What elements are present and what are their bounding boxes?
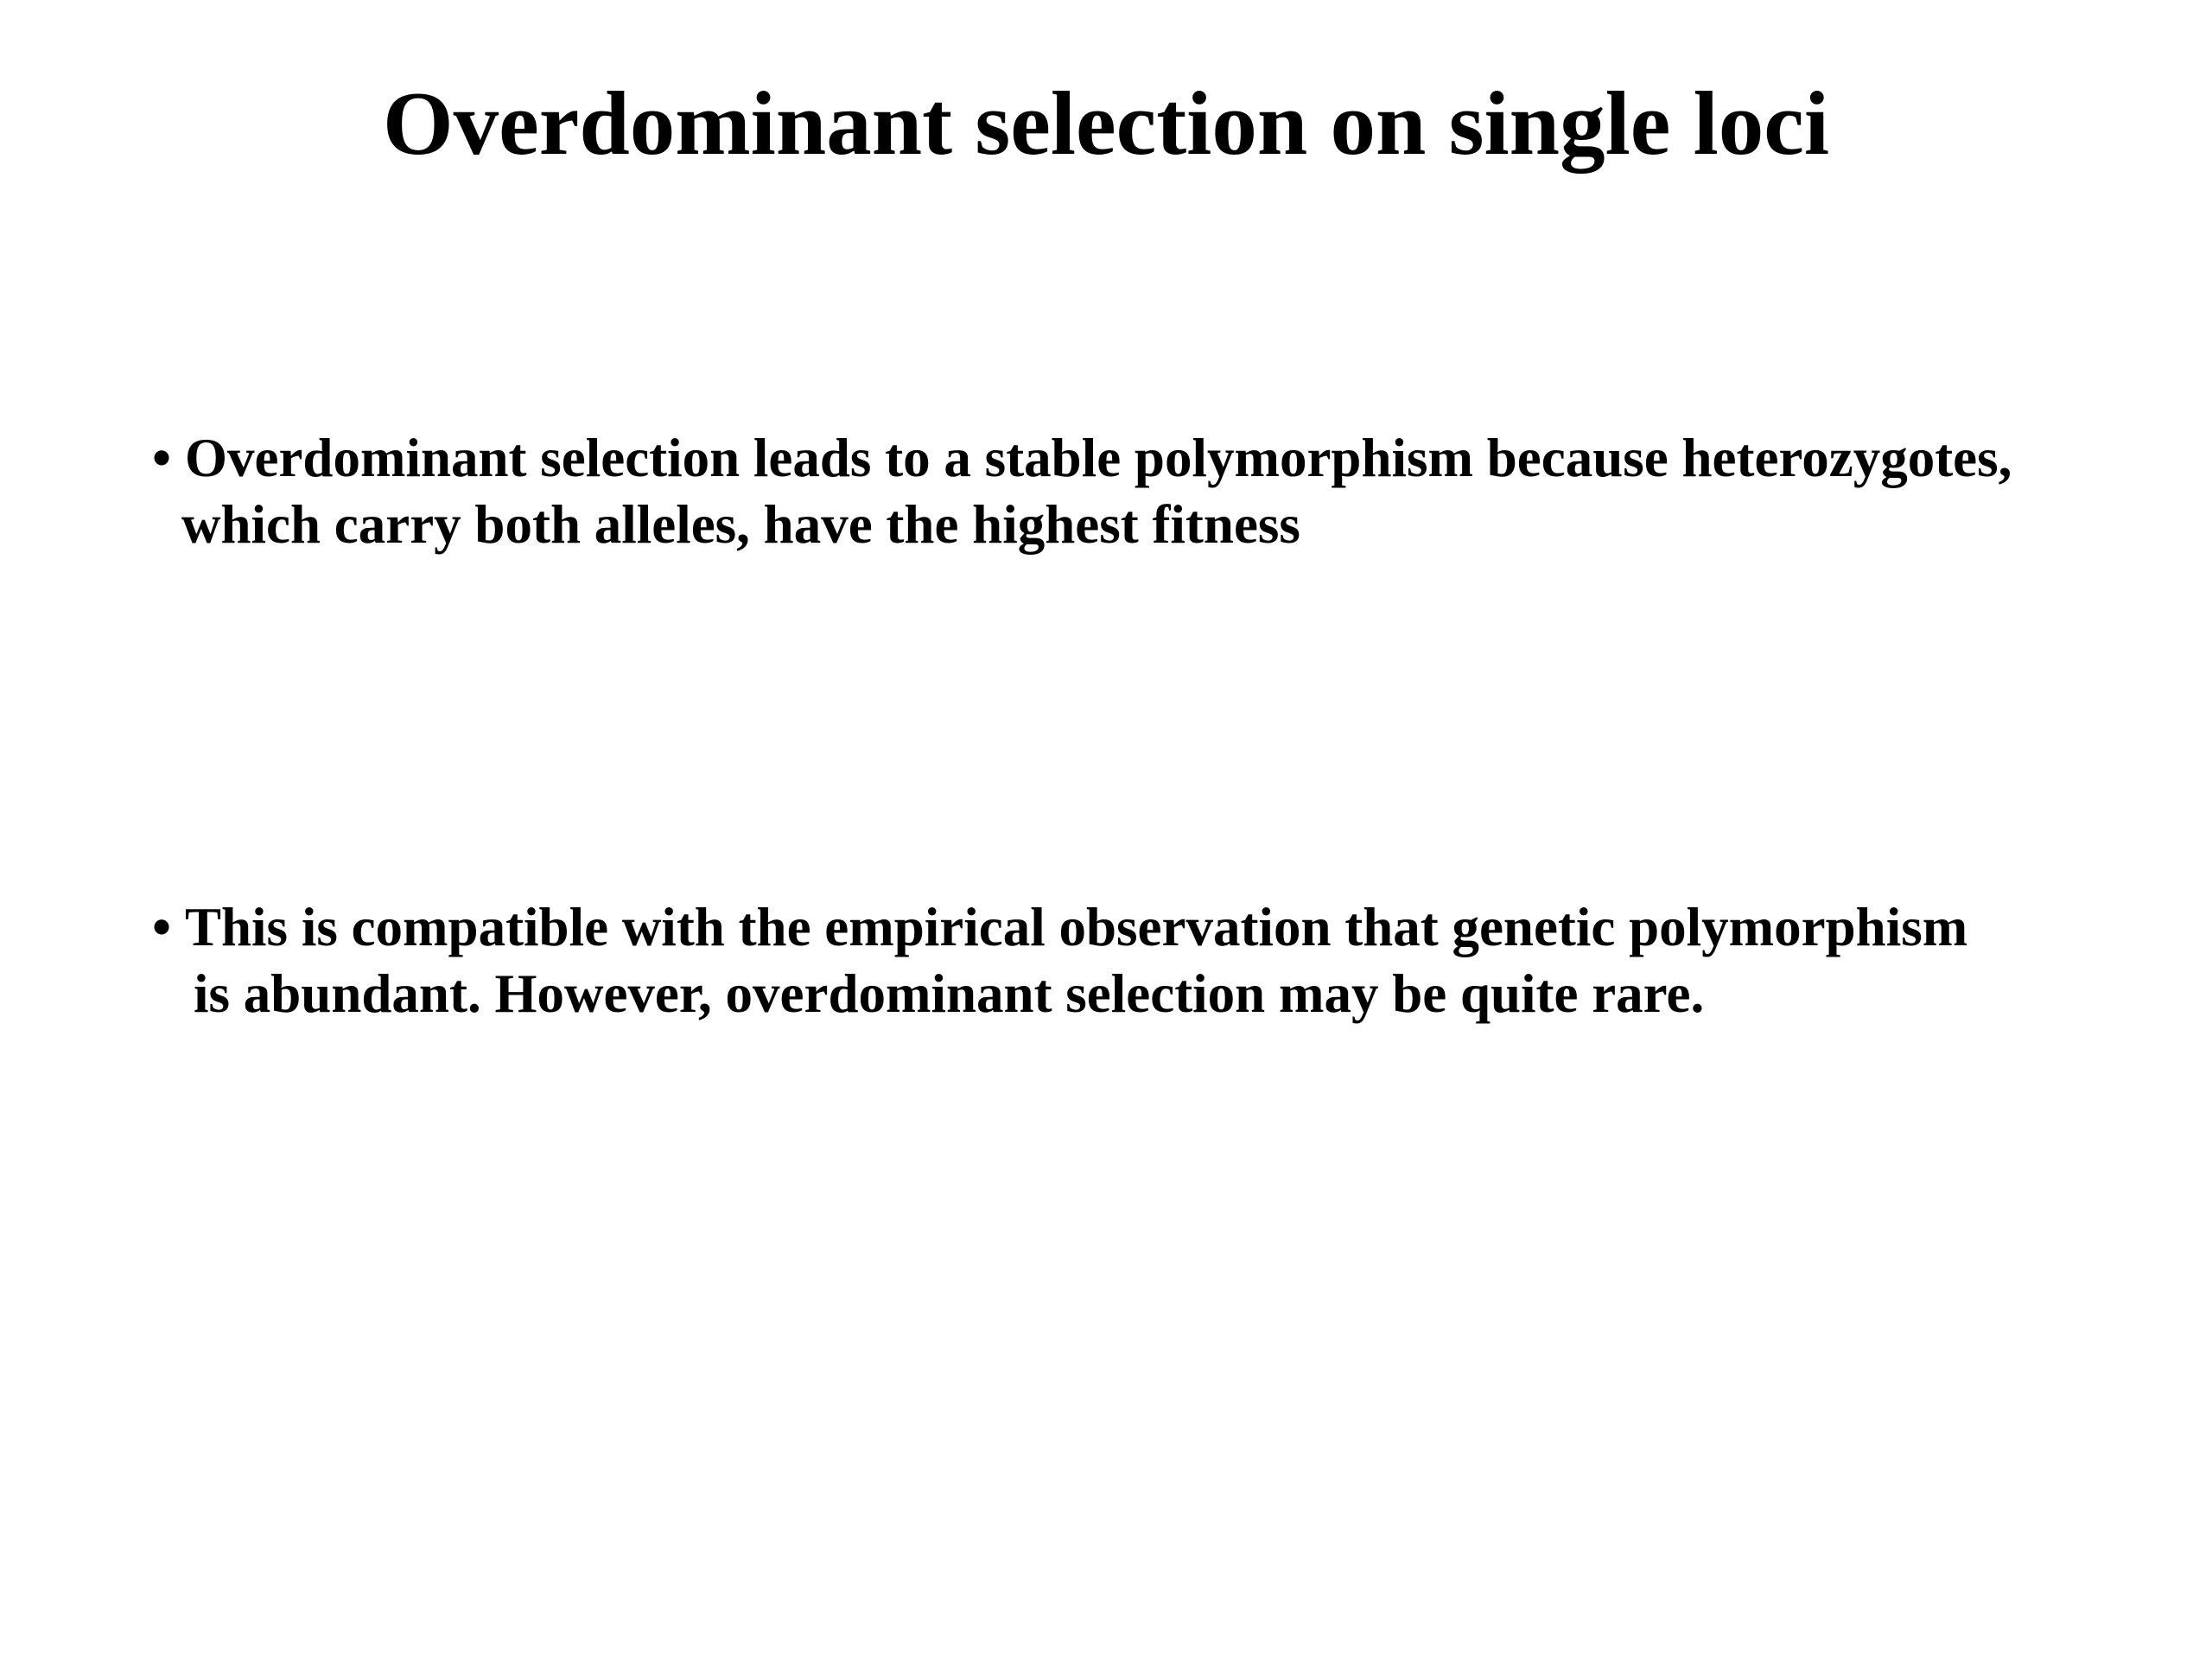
bullet-2-line-1 [152, 894, 1967, 961]
bullet-2-line-2: is abundant. However, overdominant selection may be quite rare. [194, 963, 1705, 1024]
bullet-2-text-1: This is compatible with the empirical observation that genetic polymorphism [185, 897, 1968, 957]
bullet-1-text-1: Overdominant selection leads to a stable polymorphism because heterozygotes, [185, 428, 2012, 488]
bullet-point-1 [152, 425, 2012, 558]
bullet-marker: • [152, 897, 172, 957]
bullet-1-line-1 [152, 425, 2012, 492]
bullet-1-line-2: which carry both alleles, have the highest fitness [181, 494, 1300, 555]
bullet-marker: • [152, 428, 172, 488]
bullet-point-2 [152, 894, 1967, 1027]
slide-title: Overdominant selection on single loci [382, 73, 1830, 174]
